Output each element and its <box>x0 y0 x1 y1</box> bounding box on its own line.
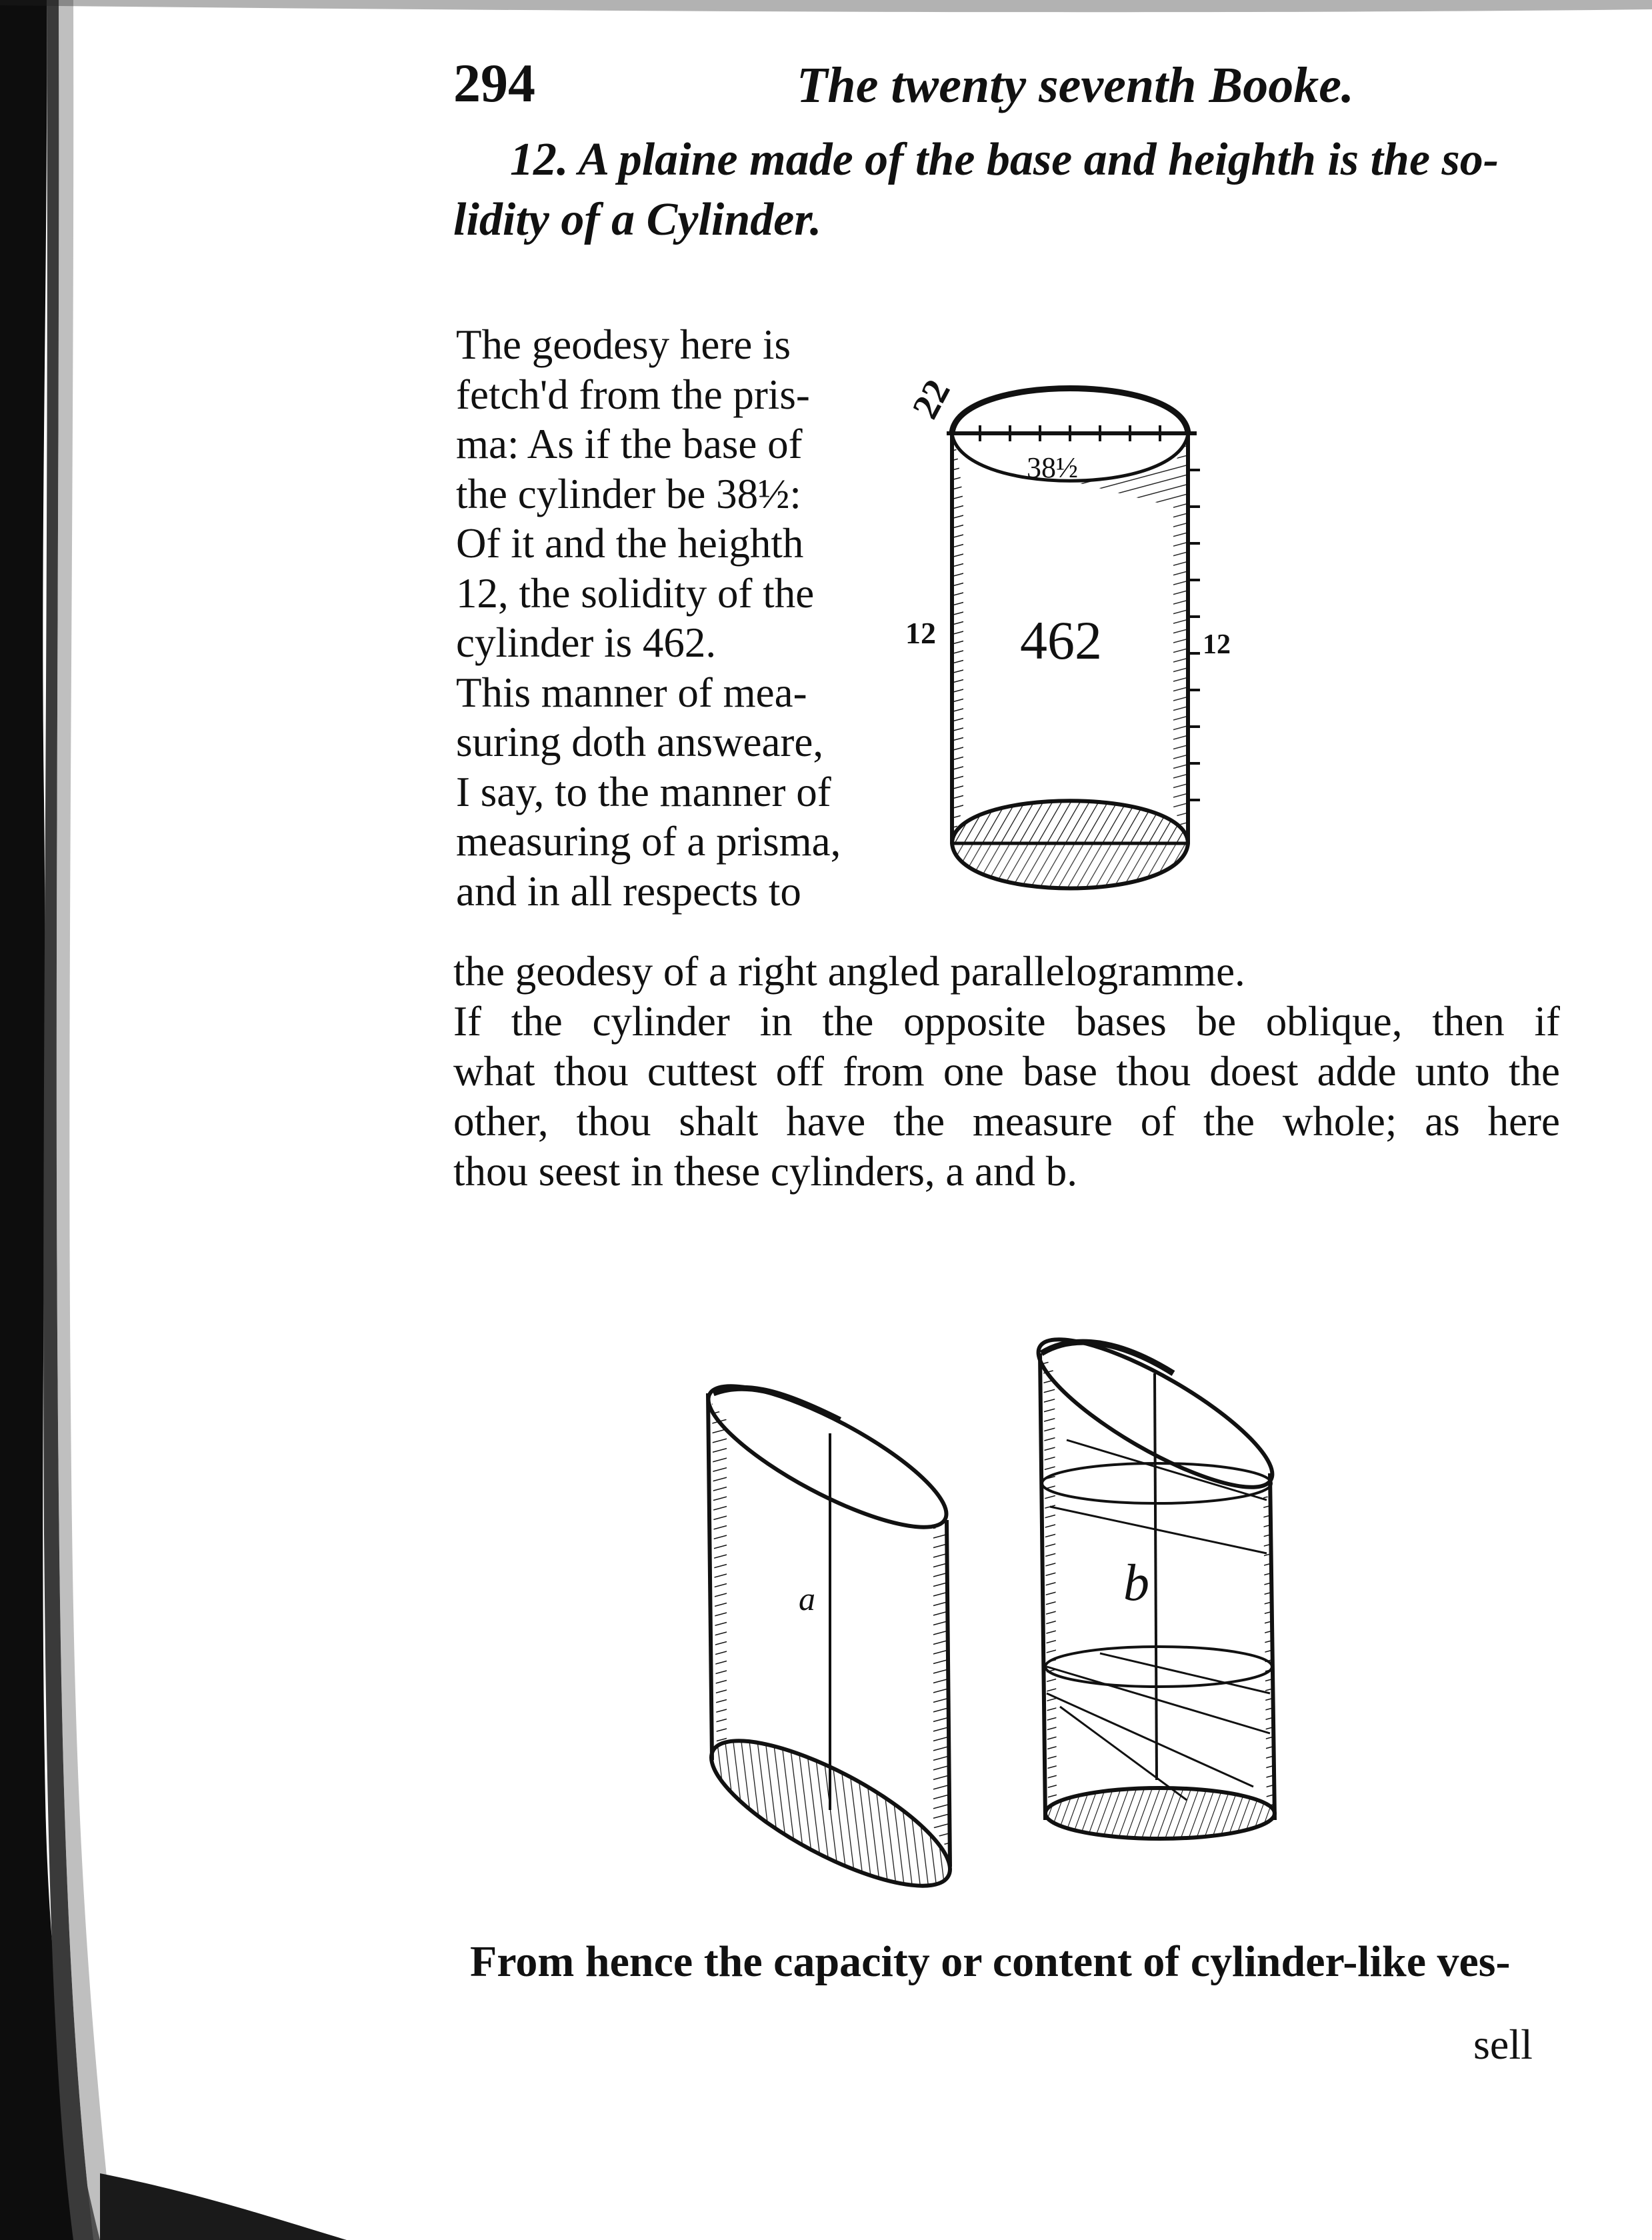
text-line: measuring of a prisma, <box>456 818 841 865</box>
text-line: suring doth answeare, <box>456 719 824 765</box>
cylinder-b-drawing <box>1021 1315 1289 1839</box>
figure1-top-label: 22 <box>904 373 959 426</box>
cylinder-b-label: b <box>1123 1553 1149 1611</box>
text-line: 12, the solidity of the <box>456 569 815 617</box>
figure1-base-label: 38½ <box>1027 451 1078 484</box>
oblique-cylinder-a <box>693 1360 973 1873</box>
text-line: the geodesy of a right angled parallelogramme. <box>453 948 1245 995</box>
proposition-line-2: lidity of a Cylinder. <box>453 194 822 245</box>
figure1-left-height: 12 <box>905 616 936 650</box>
text-line: the cylinder be 38½: <box>456 470 801 517</box>
text-line: If the cylinder in the opposite bases be oblique, then if <box>453 998 1560 1045</box>
catchword: sell <box>1473 2021 1533 2068</box>
proposition-line-1: 12. A plaine made of the base and heighth is the so- <box>510 134 1499 185</box>
cylinder-figure <box>893 360 1240 920</box>
figure1-right-height: 12 <box>1203 629 1231 660</box>
body-paragraph <box>453 947 1560 1197</box>
text-line: fetch'd from the pris- <box>456 371 810 418</box>
text-line: Of it and the heighth <box>456 520 804 567</box>
text-line: The geodesy here is <box>456 321 791 368</box>
oblique-cylinder-b <box>1027 1327 1293 1860</box>
text-line: thou seest in these cylinders, a and b. <box>453 1148 1078 1195</box>
cylinder-a-label: a <box>799 1580 815 1617</box>
text-line: cylinder is 462. <box>456 619 717 666</box>
text-line: I say, to the manner of <box>456 768 831 815</box>
page-number: 294 <box>453 53 535 113</box>
column-paragraph <box>456 320 841 916</box>
text-line: This manner of mea- <box>456 669 807 716</box>
text-line: ma: As if the base of <box>456 421 803 467</box>
text-line: and in all respects to <box>456 867 801 915</box>
running-title: The twenty seventh Booke. <box>797 57 1354 113</box>
footer-line: From hence the capacity or content of cylinder-like ves- <box>470 1937 1511 1986</box>
text-line: other, thou shalt have the measure of the whole; as here <box>453 1098 1560 1145</box>
figure1-center-label: 462 <box>1020 610 1102 671</box>
text-line: what thou cuttest off from one base thou doest adde unto the <box>453 1048 1560 1095</box>
cylinder-a-drawing <box>693 1362 968 1913</box>
